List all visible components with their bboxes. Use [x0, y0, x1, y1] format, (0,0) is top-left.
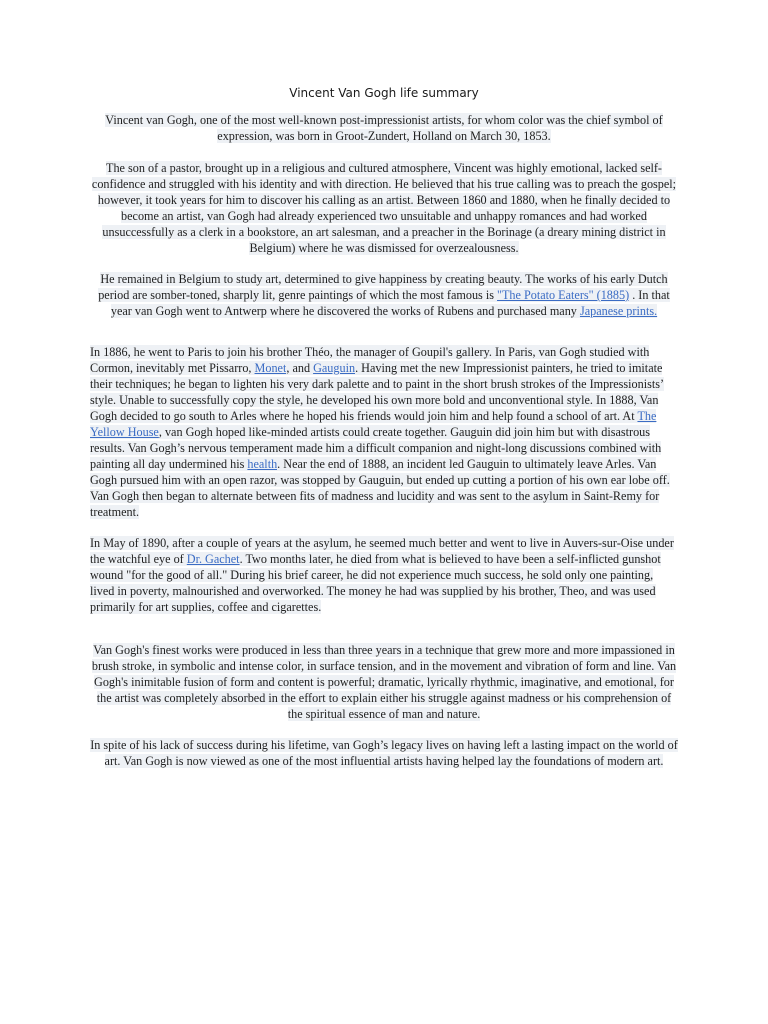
- link-gauguin[interactable]: Gauguin: [313, 361, 356, 375]
- paragraph-early-life-text: The son of a pastor, brought up in a religious and cultured atmosphere, Vincent was highly emotional, lacked self-confidence and struggled with his identity and with direction. He believed that his true calling was to preach the gospel; however, it took years for him to discover his calling as an artist. Between 1860 and 1880, when he finally decided to become an artist, van Gogh had already experienced two unsuitable and unhappy romances and had worked unsuccessfully as a clerk in a bookstore, an art salesman, and a preacher in the Borinage (a dreary mining district in Belgium) where he was dismissed for overzealousness.: [91, 161, 677, 255]
- paragraph-paris-text-2: , and: [286, 361, 314, 375]
- link-potato-eaters[interactable]: "The Potato Eaters" (1885): [497, 288, 630, 302]
- paragraph-paris: [90, 344, 678, 520]
- paragraph-paris-text-1: In 1886, he went to Paris to join his brother Théo, the manager of Goupil's gallery. In Paris, van Gogh studied with Cormon, inevitably met Pissarro,: [90, 345, 650, 375]
- paragraph-finest-works-text: Van Gogh's finest works were produced in less than three years in a technique that grew more and more impassioned in brush stroke, in symbolic and intense color, in surface tension, and in the movement and vibration of form and line. Van Gogh's inimitable fusion of form and content is powerful; dramatic, lyrically rhythmic, imaginative, and emotional, for the artist was completely absorbed in the effort to explain either his struggle against madness or his comprehension of the spiritual essence of man and nature.: [91, 643, 677, 721]
- paragraph-legacy-text: In spite of his lack of success during his lifetime, van Gogh’s legacy lives on having left a lasting impact on the world of art. Van Gogh is now viewed as one of the most influential artists having helped lay the foundations of modern art.: [90, 738, 678, 768]
- link-dr-gachet[interactable]: Dr. Gachet: [186, 552, 240, 566]
- paragraph-belgium-text-2: . In that year van Gogh went to Antwerp where he discovered the works of Rubens and purchased many: [110, 288, 670, 318]
- link-yellow-house[interactable]: The Yellow House: [90, 409, 657, 439]
- paragraph-paris-text-3: . Having met the new Impressionist painters, he tried to imitate their techniques; he began to lighten his very dark palette and to paint in the short brush strokes of the Impressionists’ style. Unable to successfully copy the style, he developed his own more bold and unconventional style. In 1888, Van Gogh decided to go south to Arles where he hoped his friends would join him and help found a school of art. At: [90, 361, 665, 423]
- paragraph-auvers: [90, 535, 678, 615]
- paragraph-legacy: [90, 737, 678, 769]
- paragraph-intro: [90, 112, 678, 144]
- link-monet[interactable]: Monet: [254, 361, 287, 375]
- link-japanese-prints[interactable]: Japanese prints.: [579, 304, 658, 318]
- paragraph-belgium: [90, 271, 678, 319]
- document-title: Vincent Van Gogh life summary: [289, 86, 479, 100]
- paragraph-auvers-text-1: In May of 1890, after a couple of years at the asylum, he seemed much better and went to live in Auvers-sur-Oise under the watchful eye of: [90, 536, 674, 566]
- paragraph-paris-text-5: . Near the end of 1888, an incident led Gauguin to ultimately leave Arles. Van Gogh pursued him with an open razor, was stopped by Gauguin, but ended up cutting a portion of his own ear lobe off. Van Gogh then began to alternate between fits of madness and lucidity and was sent to the asylum in Saint-Remy for treatment.: [90, 457, 670, 519]
- paragraph-intro-text: Vincent van Gogh, one of the most well-known post-impressionist artists, for whom color was the chief symbol of expression, was born in Groot-Zundert, Holland on March 30, 1853.: [105, 113, 663, 143]
- paragraph-finest-works: [90, 642, 678, 722]
- link-health[interactable]: health: [247, 457, 278, 471]
- paragraph-auvers-text-2: . Two months later, he died from what is believed to have been a self-inflicted gunshot wound "for the good of all." During his brief career, he did not experience much success, he sold only one painting, lived in poverty, malnourished and overworked. The money he had was supplied by his brother, Theo, and was used primarily for art supplies, coffee and cigarettes.: [90, 552, 661, 614]
- paragraph-paris-text-4: , van Gogh hoped like-minded artists could create together. Gauguin did join him but with disastrous results. Van Gogh’s nervous temperament made him a difficult companion and night-long discussions combined with painting all day undermined his: [90, 425, 662, 471]
- paragraph-early-life: [90, 160, 678, 256]
- paragraph-belgium-text-1: He remained in Belgium to study art, determined to give happiness by creating beauty. The works of his early Dutch period are somber-toned, sharply lit, genre paintings of which the most famous is: [98, 272, 668, 302]
